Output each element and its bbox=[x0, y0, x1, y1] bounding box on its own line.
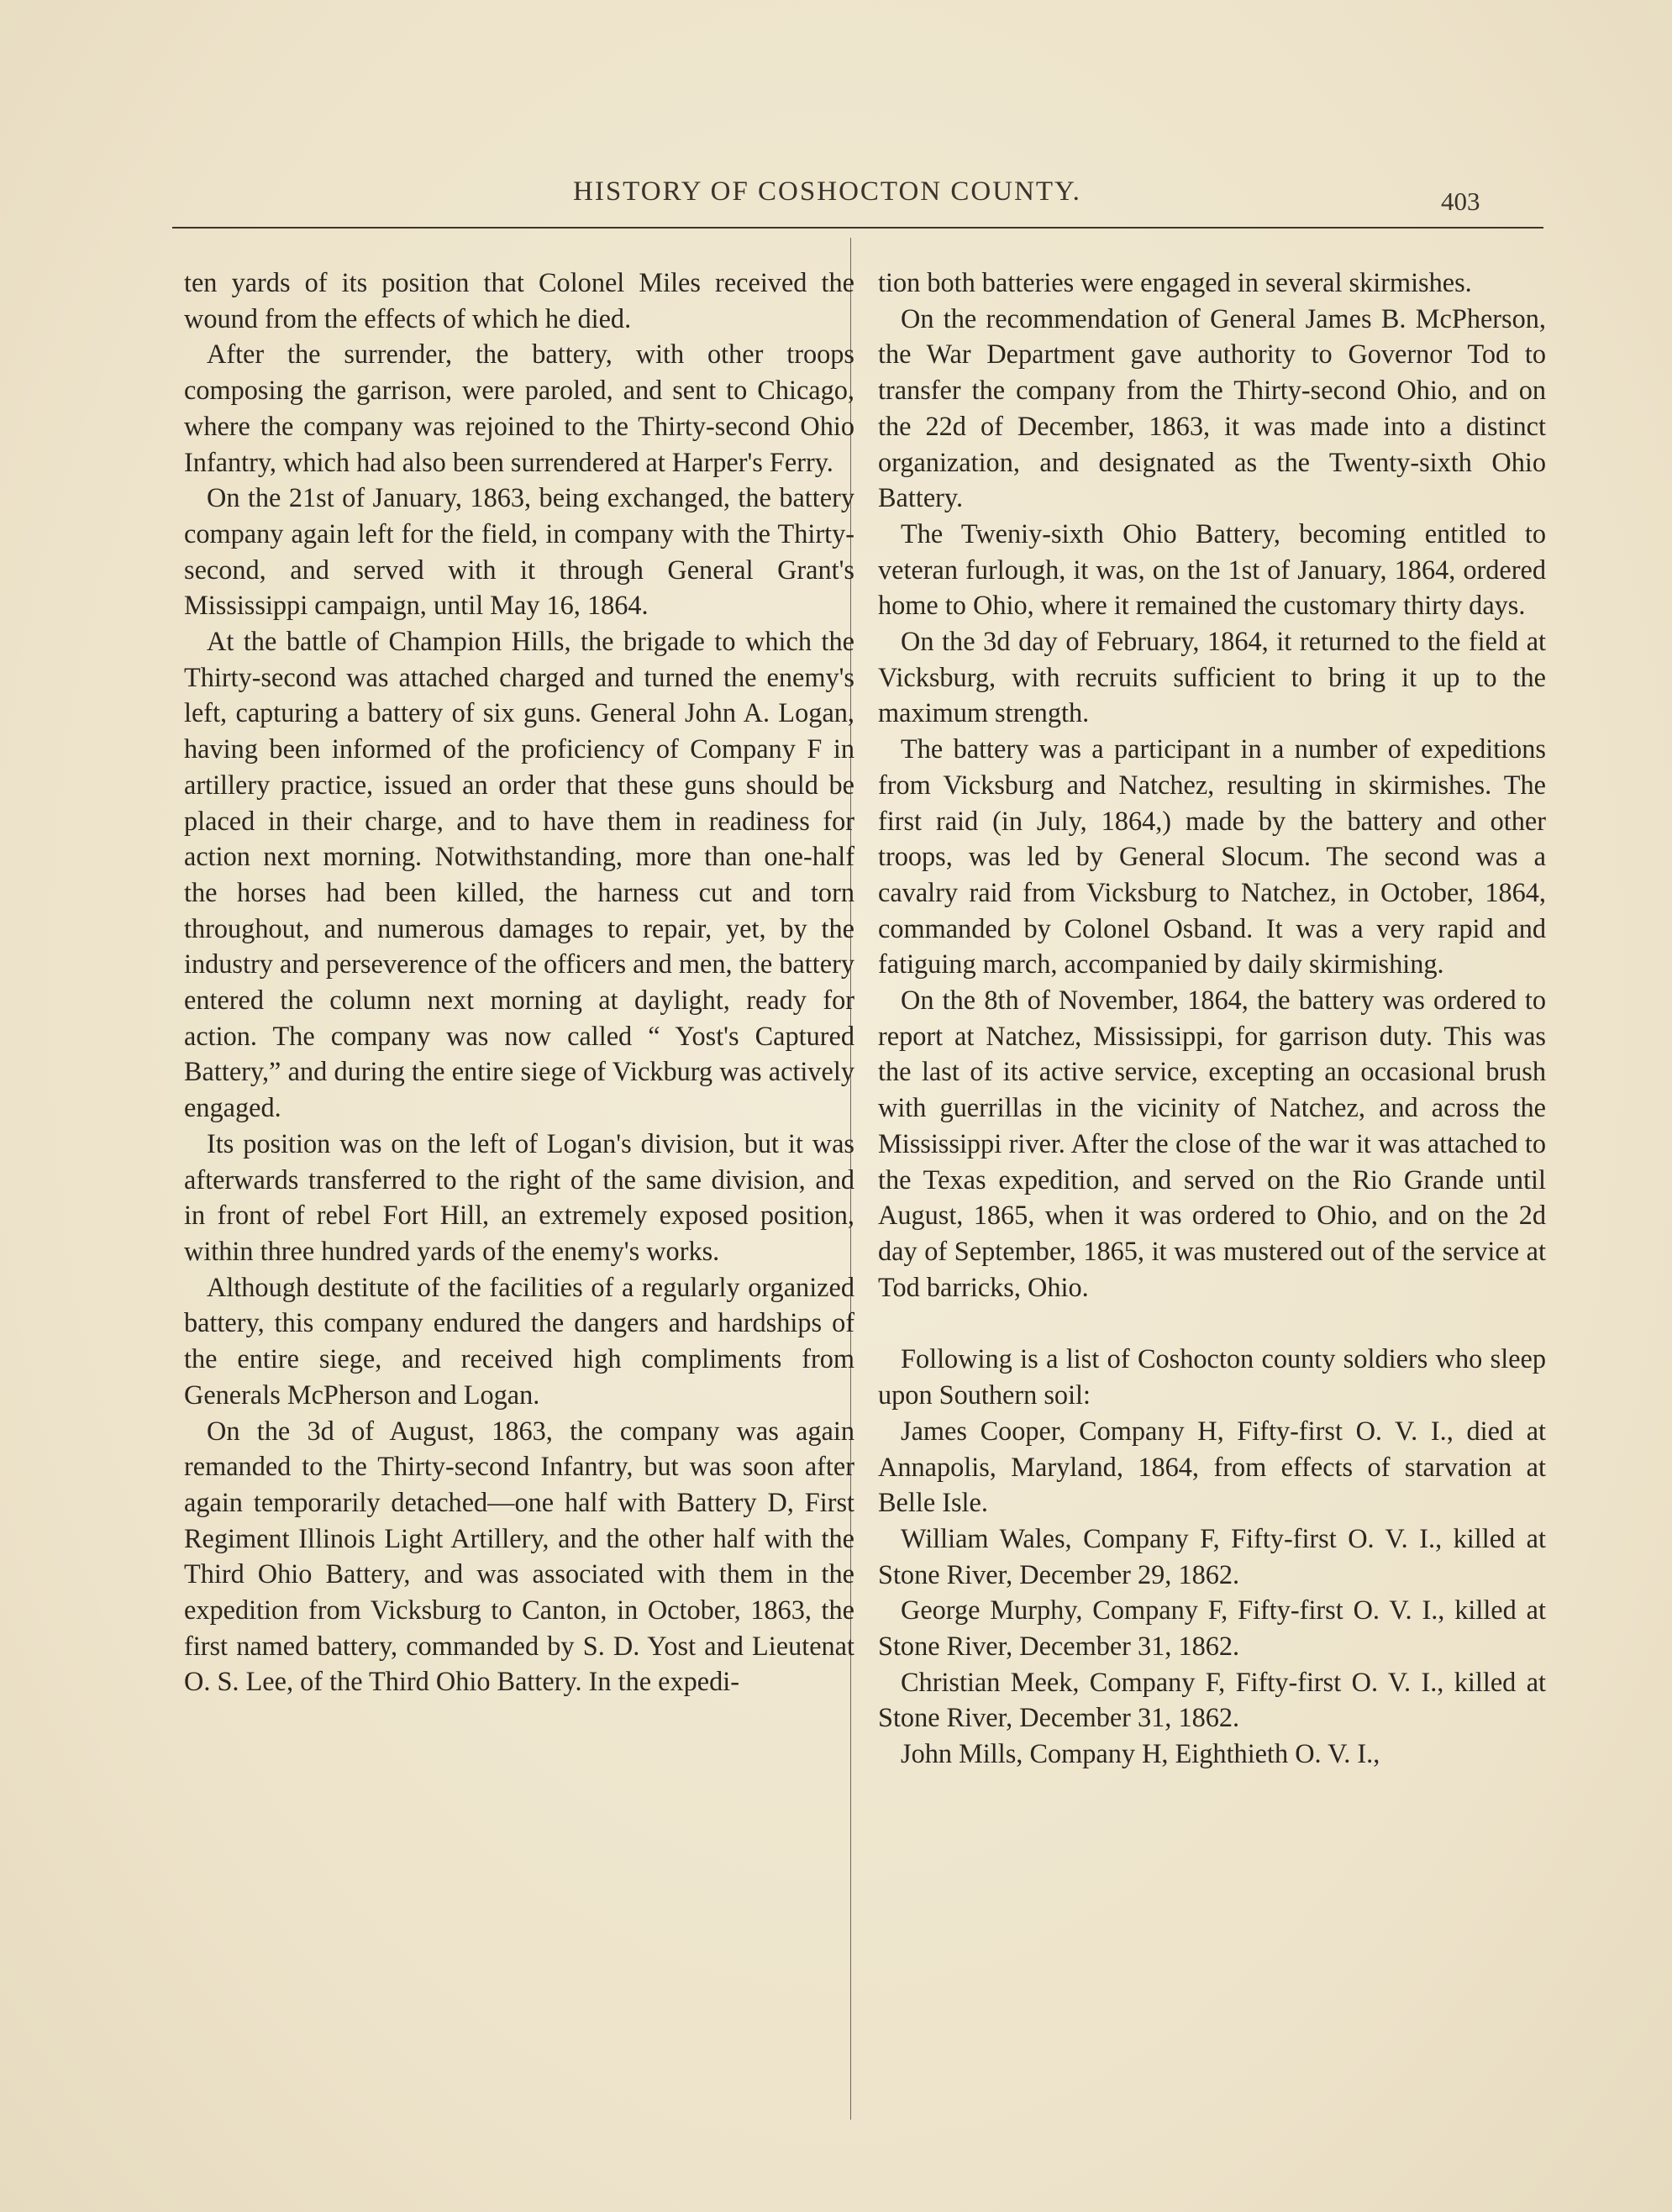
list-item: Christian Meek, Company F, Fifty-first O. V. I., killed at Stone River, December 31, 1862. bbox=[878, 1666, 1546, 1733]
paragraph: On the recommendation of General James B. McPherson, the War Department gave authority to Governor Tod to transfer the company from the Thirty-second Ohio, and on the 22d of December, 1863, it was made into a distinct organization, and designated as the Twenty-sixth Ohio Battery. bbox=[878, 302, 1546, 513]
list-item: James Cooper, Company H, Fifty-first O. V. I., died at Annapolis, Maryland, 1864, from effects of starvation at Belle Isle. bbox=[878, 1415, 1546, 1518]
page-number: 403 bbox=[1441, 187, 1480, 216]
left-column bbox=[184, 265, 854, 1700]
paragraph: On the 21st of January, 1863, being exchanged, the battery company again left for the field, in company with the Thirty-second, and served with it through General Grant's Mississippi campaign, until May 16, 1864. bbox=[184, 482, 854, 621]
paragraph: The battery was a participant in a number of expeditions from Vicksburg and Natchez, resulting in skirmishes. The first raid (in July, 1864,) made by the battery and other troops, was led by General Slocum. The second was a cavalry raid from Vicksburg to Natchez, in October, 1864, commanded by Colonel Osband. It was a very rapid and fatiguing march, accompanied by daily skirmishing. bbox=[878, 733, 1546, 980]
list-item: George Murphy, Company F, Fifty-first O. V. I., killed at Stone River, December 31, 1862. bbox=[878, 1595, 1546, 1662]
paragraph: ten yards of its position that Colonel Miles received the wound from the effects of which he died. bbox=[184, 267, 854, 334]
paragraph: On the 3d day of February, 1864, it returned to the field at Vicksburg, with recruits sufficient to bring it up to the maximum strength. bbox=[878, 626, 1546, 728]
paragraph: tion both batteries were engaged in several skirmishes. bbox=[878, 267, 1472, 297]
list-item: John Mills, Company H, Eighthieth O. V. I., bbox=[901, 1738, 1380, 1769]
right-column bbox=[878, 265, 1546, 1772]
paragraph: On the 8th of November, 1864, the battery was ordered to report at Natchez, Mississippi, for garrison duty. This was the last of its active service, excepting an occasional brush with guerrillas in the vicinity of Natchez, and across the Mississippi river. After the close of the war it was attached to the Texas expedition, and served on the Rio Grande until August, 1865, when it was ordered to Ohio, and on the 2d day of September, 1865, it was mustered out of the service at Tod barricks, Ohio. bbox=[878, 985, 1546, 1302]
running-title: HISTORY OF COSHOCTON COUNTY. bbox=[573, 176, 1081, 207]
paragraph: After the surrender, the battery, with other troops composing the garrison, were paroled, and sent to Chicago, where the company was rejoined to the Thirty-second Ohio Infantry, which had also been surrendered at Harper's Ferry. bbox=[184, 339, 854, 477]
soldiers-intro: Following is a list of Coshocton county soldiers who sleep upon Southern soil: bbox=[878, 1343, 1546, 1411]
paragraph: At the battle of Champion Hills, the brigade to which the Thirty-second was attached charged and turned the enemy's left, capturing a battery of six guns. General John A. Logan, having been informed of the proficiency of Company F in artillery practice, issued an order that these guns should be placed in their charge, and to have them in readiness for action next morning. Notwithstanding, more than one-half the horses had been killed, the harness cut and torn throughout, and numerous damages to repair, yet, by the industry and perseverence of the officers and men, the battery entered the column next morning at daylight, ready for action. The company was now called “ Yost's Captured Battery,” and during the entire siege of Vickburg was actively engaged. bbox=[184, 626, 854, 1123]
list-item: William Wales, Company F, Fifty-first O. V. I., killed at Stone River, December 29, 1862. bbox=[878, 1522, 1546, 1589]
header-rule bbox=[172, 227, 1543, 229]
paragraph: On the 3d of August, 1863, the company was again remanded to the Thirty-second Infantry, but was soon after again temporarily detached—one half with Battery D, First Regiment Illinois Light Artillery, and the other half with the Third Ohio Battery, and was associated with them in the expedition from Vicksburg to Canton, in October, 1863, the first named battery, commanded by S. D. Yost and Lieutenat O. S. Lee, of the Third Ohio Battery. In the expedi- bbox=[184, 1415, 854, 1697]
paragraph: Its position was on the left of Logan's division, but it was afterwards transferred to the right of the same division, and in front of rebel Fort Hill, an extremely exposed position, within three hundred yards of the enemy's works. bbox=[184, 1127, 854, 1266]
paragraph: The Tweniy-sixth Ohio Battery, becoming entitled to veteran furlough, it was, on the 1st of January, 1864, ordered home to Ohio, where it remained the customary thirty days. bbox=[878, 518, 1546, 621]
paragraph: Although destitute of the facilities of a regularly organized battery, this company endured the dangers and hardships of the entire siege, and received high compliments from Generals McPherson and Logan. bbox=[184, 1271, 854, 1410]
